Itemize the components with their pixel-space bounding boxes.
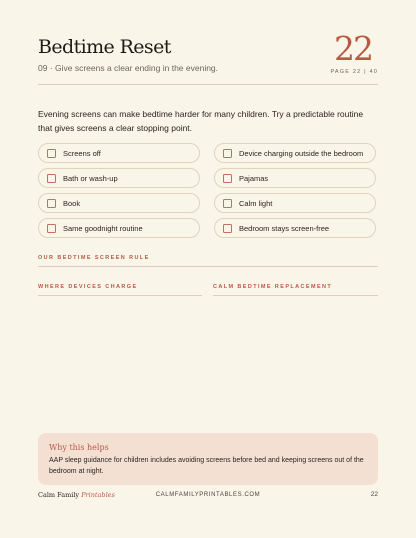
intro-text: Evening screens can make bedtime harder for many children. Try a predictable routine that gives screens a clear stopping point. — [38, 109, 364, 133]
why-title: Why this helps — [49, 443, 109, 452]
header-divider — [38, 84, 378, 85]
checkbox[interactable] — [47, 224, 56, 233]
checklist-item[interactable] — [214, 193, 376, 213]
why-text: AAP sleep guidance for children includes avoiding screens before bed and keeping screens out of the bedroom at night. — [49, 457, 364, 475]
checklist-item-label: Screens off — [63, 148, 101, 158]
checklist-item[interactable] — [38, 143, 200, 163]
checklist-item[interactable] — [214, 168, 376, 188]
checklist-item-label: Calm light — [239, 198, 273, 208]
checklist-item-label: Book — [63, 198, 81, 208]
checkbox[interactable] — [47, 199, 56, 208]
checklist-item-label: Device charging outside the bedroom — [239, 148, 364, 158]
screen-rule-write-line[interactable] — [38, 266, 378, 267]
page-title: Bedtime Reset — [38, 36, 171, 58]
page-subtitle: 09 · Give screens a clear ending in the evening. — [38, 63, 219, 73]
checkbox[interactable] — [223, 224, 232, 233]
brand-name: Calm Family — [38, 491, 80, 499]
checkbox[interactable] — [223, 174, 232, 183]
replacement-write-line[interactable] — [213, 295, 378, 296]
checkbox[interactable] — [47, 174, 56, 183]
devices-charge-label: WHERE DEVICES CHARGE — [38, 284, 138, 290]
footer-page-number: 22 — [370, 491, 378, 498]
checklist-item[interactable] — [38, 193, 200, 213]
screen-rule-label: OUR BEDTIME SCREEN RULE — [38, 255, 150, 261]
checklist-item-label: Pajamas — [239, 173, 269, 183]
checklist-item[interactable] — [38, 168, 200, 188]
devices-charge-write-line[interactable] — [38, 295, 202, 296]
checklist-item-label: Same goodnight routine — [63, 223, 143, 233]
page-indicator: PAGE 22 | 40 — [330, 69, 378, 75]
replacement-label: CALM BEDTIME REPLACEMENT — [213, 284, 333, 290]
footer-url: CALMFAMILYPRINTABLES.COM — [155, 492, 261, 498]
why-callout — [38, 433, 378, 485]
checklist-item[interactable] — [214, 143, 376, 163]
checkbox[interactable] — [223, 199, 232, 208]
checklist-item[interactable] — [214, 218, 376, 238]
checklist-item-label: Bath or wash-up — [63, 173, 118, 183]
checklist-item[interactable] — [38, 218, 200, 238]
checkbox[interactable] — [47, 149, 56, 158]
brand-accent: Printables — [81, 491, 115, 499]
checklist-item-label: Bedroom stays screen-free — [239, 223, 330, 233]
checkbox[interactable] — [223, 149, 232, 158]
page-number-large: 22 — [334, 29, 372, 68]
